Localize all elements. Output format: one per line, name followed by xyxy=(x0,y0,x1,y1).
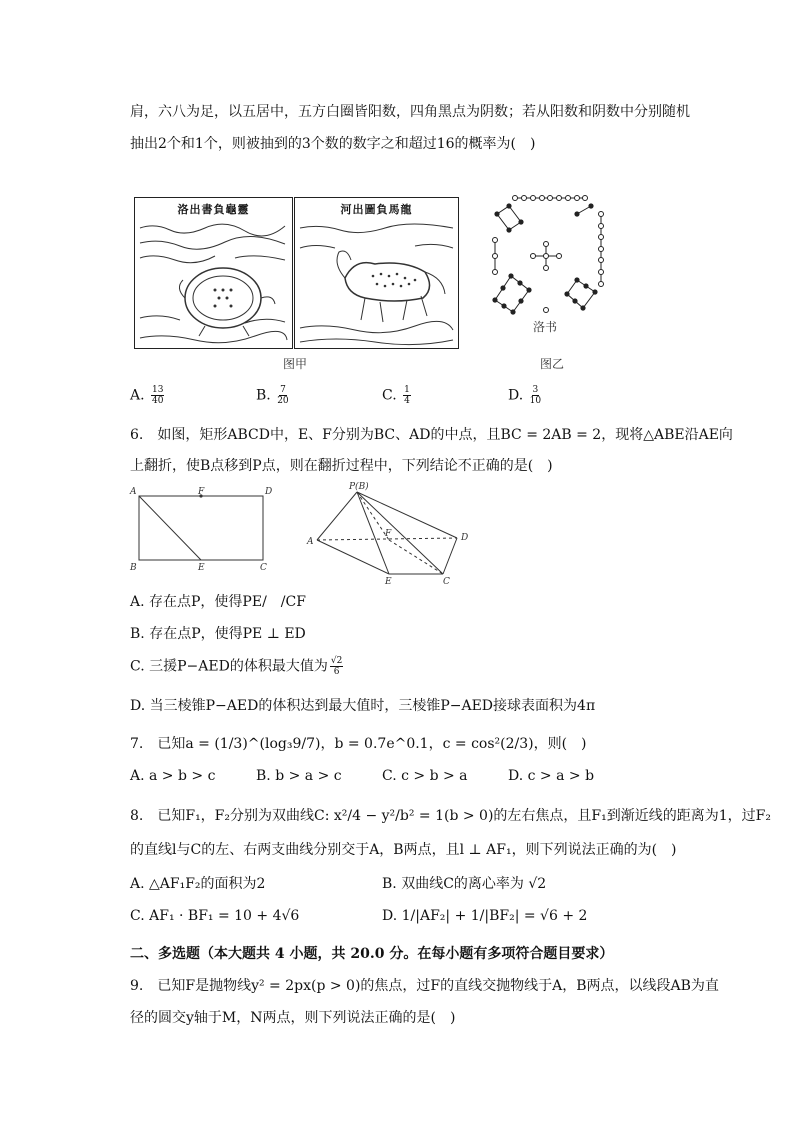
figure-caption-yi: 图乙 xyxy=(540,357,565,371)
q5-option-a[interactable] xyxy=(130,385,166,406)
q9-text-line2: 径的圆交y轴于M，N两点，则下列说法正确的是( ) xyxy=(130,1010,456,1026)
figure-title-turtle: 洛出書負龜靈 xyxy=(177,203,250,216)
section-heading-multiple-choice: 二、多选题（本大题共 4 小题，共 20.0 分。在每小题有多项符合题目要求） xyxy=(130,946,614,962)
figure-label-luoshu: 洛书 xyxy=(533,320,558,334)
q7-text: 7. 已知a = (1/3)^(log₃9/7)，b = 0.7e^0.1，c = cos²(2/3)，则( ) xyxy=(130,736,587,752)
option-fraction xyxy=(277,385,288,406)
option-fraction xyxy=(403,385,411,406)
q6-option-d[interactable]: D. 当三棱锥P−AED的体积达到最大值时，三棱锥P−AED接球表面积为4π xyxy=(130,698,596,714)
q7-option-a[interactable]: A. a > b > c xyxy=(130,768,216,784)
q5-option-c[interactable] xyxy=(382,385,413,406)
q7-option-d[interactable]: D. c > a > b xyxy=(508,768,595,784)
rectangle-abcd-figure xyxy=(128,484,278,574)
rect-label-d: D xyxy=(265,487,273,497)
horse-illustration xyxy=(295,198,458,348)
fraction-numerator: √2 xyxy=(330,656,343,666)
fraction-denominator: 40 xyxy=(152,396,164,406)
q9-text-line1: 9. 已知F是抛物线y² = 2px(p > 0)的焦点，过F的直线交抛物线于A，B两点，以线段AB为直 xyxy=(130,978,719,994)
pyr-label-f: F xyxy=(385,529,392,539)
pyr-label-a: A xyxy=(307,537,314,547)
q6-option-c[interactable] xyxy=(130,656,345,677)
rect-label-e: E xyxy=(198,563,205,573)
q8-text-line1: 8. 已知F₁，F₂分别为双曲线C: x²/4 − y²/b² = 1(b > 0)的左右焦点，且F₁到渐近线的距离为1，过F₂ xyxy=(130,808,771,824)
q7-option-b[interactable]: B. b > a > c xyxy=(256,768,342,784)
option-label: B. xyxy=(256,387,271,404)
q7-option-c[interactable]: C. c > b > a xyxy=(382,768,468,784)
q6-text-line2: 上翻折，使B点移到P点，则在翻折过程中，下列结论不正确的是( ) xyxy=(130,458,553,474)
pyramid-paed-figure xyxy=(305,478,480,588)
figure-caption-jia: 图甲 xyxy=(283,357,308,371)
rect-label-a: A xyxy=(130,487,137,497)
figure-luoshu-turtle xyxy=(134,197,293,349)
option-label: D. xyxy=(508,387,524,404)
option-fraction xyxy=(530,385,541,406)
option-fraction xyxy=(151,385,164,406)
q8-option-a[interactable]: A. △AF₁F₂的面积为2 xyxy=(130,876,266,892)
fraction-numerator: 13 xyxy=(152,385,164,395)
q5-text-line2: 抽出2个和1个，则被抽到的3个数的数字之和超过16的概率为( ) xyxy=(130,136,536,152)
q6-text-line1: 6. 如图，矩形ABCD中，E、F分别为BC、AD的中点，且BC = 2AB = 2，现将△ABE沿AE向 xyxy=(130,427,733,443)
q5-option-d[interactable] xyxy=(508,385,543,406)
q5-option-b[interactable] xyxy=(256,385,291,406)
fraction-denominator: 4 xyxy=(404,396,410,406)
fraction-numerator: 7 xyxy=(280,385,286,395)
fraction-denominator: 10 xyxy=(529,396,542,406)
q6-option-b[interactable]: B. 存在点P，使得PE ⊥ ED xyxy=(130,626,306,642)
q8-text-line2: 的直线l与C的左、右两支曲线分别交于A，B两点，且l ⊥ AF₁，则下列说法正确的为( ) xyxy=(130,842,677,858)
pyr-label-e: E xyxy=(385,577,392,587)
option-label: A. xyxy=(130,387,145,404)
pyr-label-d: D xyxy=(461,533,469,543)
option-label: C. xyxy=(382,387,397,404)
rect-label-c: C xyxy=(260,563,267,573)
fraction-numerator: 3 xyxy=(532,385,539,395)
fraction-denominator: 20 xyxy=(277,396,289,406)
fraction-numerator: 1 xyxy=(404,385,410,395)
pyr-label-c: C xyxy=(443,577,450,587)
pyr-label-p: P(B) xyxy=(349,482,369,492)
rect-label-f: F xyxy=(198,487,205,497)
fraction-denominator: 6 xyxy=(333,667,340,677)
q5-text-line1: 肩，六八为足，以五居中，五方白圈皆阳数，四角黑点为阴数；若从阳数和阴数中分别随机 xyxy=(130,104,690,120)
figure-hetu-horse xyxy=(294,197,459,349)
option-fraction xyxy=(330,656,343,677)
turtle-illustration xyxy=(135,198,292,348)
luoshu-dot-diagram xyxy=(483,192,623,332)
q8-option-c[interactable]: C. AF₁ · BF₁ = 10 + 4√6 xyxy=(130,908,300,924)
q6-option-a[interactable]: A. 存在点P，使得PE/ /CF xyxy=(130,594,306,610)
figure-title-horse: 河出圖負馬龍 xyxy=(340,203,413,216)
q6-option-c-text: C. 三援P−AED的体积最大值为 xyxy=(130,658,328,675)
q8-option-b[interactable]: B. 双曲线C的离心率为 √2 xyxy=(382,876,547,892)
q8-option-d[interactable]: D. 1/|AF₂| + 1/|BF₂| = √6 + 2 xyxy=(382,908,588,924)
rect-label-b: B xyxy=(130,563,137,573)
